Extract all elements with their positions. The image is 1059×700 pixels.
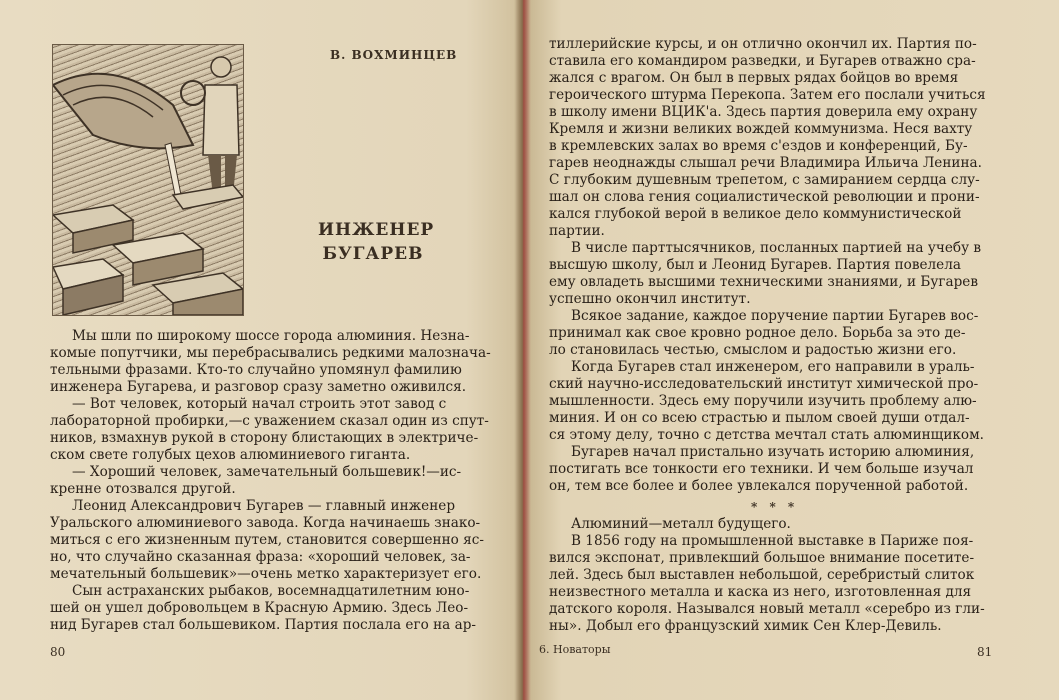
text-line: ся этому делу, точно с детства мечтал стать алюминщиком. — [549, 427, 984, 443]
text-line: шал он слова гения социалистической революции и прони- — [549, 189, 980, 205]
text-line: нид Бугарев стал большевиком. Партия послала его на ар- — [50, 617, 476, 633]
text-line: миться с его жизненным путем, становится совершенно яс- — [50, 532, 484, 548]
text-line: высшую школу, был и Леонид Бугарев. Партия повелела — [549, 257, 961, 273]
text-line: В 1856 году на промышленной выставке в Париже поя- — [571, 533, 974, 549]
right-page — [531, 0, 1059, 700]
text-line: принимал как свое кровно родное дело. Борьба за это де- — [549, 325, 966, 341]
book-gutter — [515, 0, 531, 700]
text-line: лей. Здесь был выставлен небольшой, серебристый слиток — [549, 567, 975, 583]
text-line: ему овладеть высшими техническими знаниями, и Бугарев — [549, 274, 978, 290]
text-line: ло становилась честью, смыслом и радостью жизни его. — [549, 342, 957, 358]
left-page-text — [50, 328, 500, 634]
text-line: ставила его командиром разведки, и Бугарев отважно сра- — [549, 53, 976, 69]
text-line: тельными фразами. Кто-то случайно упомянул фамилию — [50, 362, 462, 378]
text-line: комые попутчики, мы перебрасывались редкими малознача- — [50, 345, 491, 361]
text-line: постигать все тонкости его техники. И чем больше изучал — [549, 461, 974, 477]
text-line: в школу имени ВЦИК'а. Здесь партия доверила ему охрану — [549, 104, 978, 120]
section-separator: * * * — [751, 500, 799, 514]
signature-mark: 6. Новаторы — [539, 643, 611, 656]
chapter-title-line-2: БУГАРЕВ — [322, 244, 424, 264]
text-line: героического штурма Перекопа. Затем его послали учиться — [549, 87, 986, 103]
text-line: С глубоким душевным трепетом, с замиранием сердца слу- — [549, 172, 980, 188]
text-line: в кремлевских залах во время с'ездов и конференций, Бу- — [549, 138, 968, 154]
text-line: Кремля и жизни великих вождей коммунизма. Неся вахту — [549, 121, 973, 137]
text-line: но, что случайно сказанная фраза: «хороший человек, за- — [50, 549, 471, 565]
text-line: Сын астраханских рыбаков, восемнадцатилетним юно- — [72, 583, 470, 599]
text-line: ников, взмахнув рукой в сторону блистающих в электриче- — [50, 430, 479, 446]
text-line: Уральского алюминиевого завода. Когда начинаешь знако- — [50, 515, 481, 531]
text-line: ны». Добыл его французский химик Сен Клер-Девиль. — [549, 618, 942, 634]
text-line: жался с врагом. Он был в первых рядах бойцов во время — [549, 70, 959, 86]
text-line: мечательный большевик»—очень метко характеризует его. — [50, 566, 482, 582]
author-name: В. ВОХМИНЦЕВ — [330, 48, 458, 62]
text-line: ский научно-исследовательский институт химической про- — [549, 376, 979, 392]
text-line: вился экспонат, привлекший большое внимание посетите- — [549, 550, 975, 566]
text-line: кренне отозвался другой. — [50, 481, 236, 497]
text-line: инженера Бугарева, и разговор сразу заметно оживился. — [50, 379, 467, 395]
text-line: кался глубокой верой в великое дело коммунистической — [549, 206, 962, 222]
chapter-title — [318, 218, 435, 266]
text-line: Бугарев начал пристально изучать историю алюминия, — [571, 444, 975, 460]
illustration-drawing — [53, 45, 243, 315]
right-page-text-top — [549, 36, 1029, 495]
text-line: лабораторной пробирки,—с уважением сказал один из спут- — [50, 413, 489, 429]
woodcut-illustration — [52, 44, 244, 316]
text-line: — Вот человек, который начал строить этот завод с — [72, 396, 447, 412]
chapter-title-line-1: ИНЖЕНЕР — [318, 220, 435, 240]
text-line: шей он ушел добровольцем в Красную Армию. Здесь Лео- — [50, 600, 469, 616]
right-page-text-bottom — [549, 516, 1029, 635]
text-line: неизвестного металла и каска из него, изготовленная для — [549, 584, 972, 600]
left-page — [0, 0, 515, 700]
text-line: миния. И он со всею страстью и пылом своей души отдал- — [549, 410, 970, 426]
text-line: Когда Бугарев стал инженером, его направили в ураль- — [571, 359, 975, 375]
text-line: — Хороший человек, замечательный большевик!—ис- — [72, 464, 462, 480]
text-line: Алюминий—металл будущего. — [571, 516, 791, 532]
text-line: он, тем все более и более увлекался порученной работой. — [549, 478, 969, 494]
text-line: В числе парттысячников, посланных партией на учебу в — [571, 240, 982, 256]
text-line: мышленности. Здесь ему поручили изучить проблему алю- — [549, 393, 977, 409]
text-line: Мы шли по широкому шоссе города алюминия. Незна- — [72, 328, 470, 344]
text-line: Всякое задание, каждое поручение партии Бугарев вос- — [571, 308, 979, 324]
page-number-right: 81 — [977, 645, 993, 659]
text-line: Леонид Александрович Бугарев — главный инженер — [72, 498, 456, 514]
page-number-left: 80 — [50, 645, 66, 659]
text-line: гарев неоднажды слышал речи Владимира Ильича Ленина. — [549, 155, 982, 171]
text-line: датского короля. Назывался новый металл «серебро из гли- — [549, 601, 985, 617]
text-line: успешно окончил институт. — [549, 291, 751, 307]
text-line: тиллерийские курсы, и он отлично окончил их. Партия по- — [549, 36, 977, 52]
text-line: ском свете голубых цехов алюминиевого гиганта. — [50, 447, 411, 463]
text-line: партии. — [549, 223, 605, 239]
